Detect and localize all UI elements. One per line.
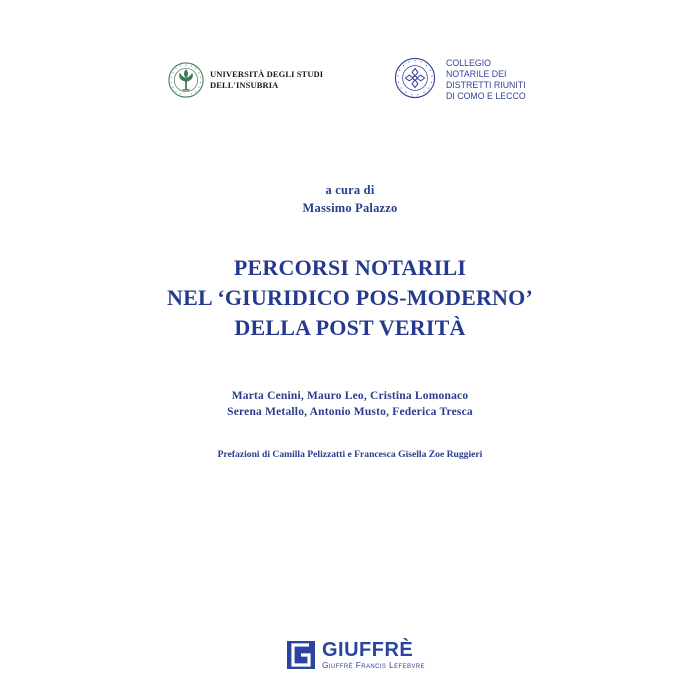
university-name [210, 69, 323, 91]
book-cover [120, 0, 580, 700]
college-name [446, 57, 526, 102]
publisher-logo [286, 638, 425, 672]
editor-name: Massimo Palazzo [302, 201, 398, 215]
editor-block [120, 181, 580, 217]
university-seal-icon [168, 62, 204, 98]
title-line2: NEL ‘GIURIDICO POS-MODERNO’ [167, 285, 533, 310]
university-name-line2: DELL'INSUBRIA [210, 80, 279, 90]
editor-label: a cura di [325, 183, 375, 197]
college-name-line3: DISTRETTI RIUNITI [446, 80, 526, 90]
publisher-name: GIUFFRÈ [322, 639, 414, 661]
college-logo [394, 57, 526, 101]
title-line1: PERCORSI NOTARILI [233, 255, 467, 280]
title-line3: DELLA POST VERITÀ [234, 315, 466, 340]
university-logo [168, 60, 323, 100]
authors-block [120, 388, 580, 420]
college-name-line1: COLLEGIO [446, 58, 491, 68]
book-title [120, 253, 580, 343]
publisher-subtitle: Giuffrè Francis Lefebvre [322, 660, 425, 670]
publisher-mark-icon [286, 640, 316, 670]
college-name-line2: NOTARILE DEI [446, 69, 507, 79]
university-name-line1: UNIVERSITÀ DEGLI STUDI [210, 69, 324, 79]
authors-line2: Serena Metallo, Antonio Musto, Federica Tresca [227, 406, 473, 418]
prefaces-line: Prefazioni di Camilla Pelizzatti e Francesca Gisella Zoe Ruggieri [217, 449, 483, 460]
college-name-line4: DI COMO E LECCO [446, 91, 526, 101]
authors-line1: Marta Cenini, Mauro Leo, Cristina Lomonaco [231, 390, 469, 402]
college-seal-icon [394, 57, 436, 99]
